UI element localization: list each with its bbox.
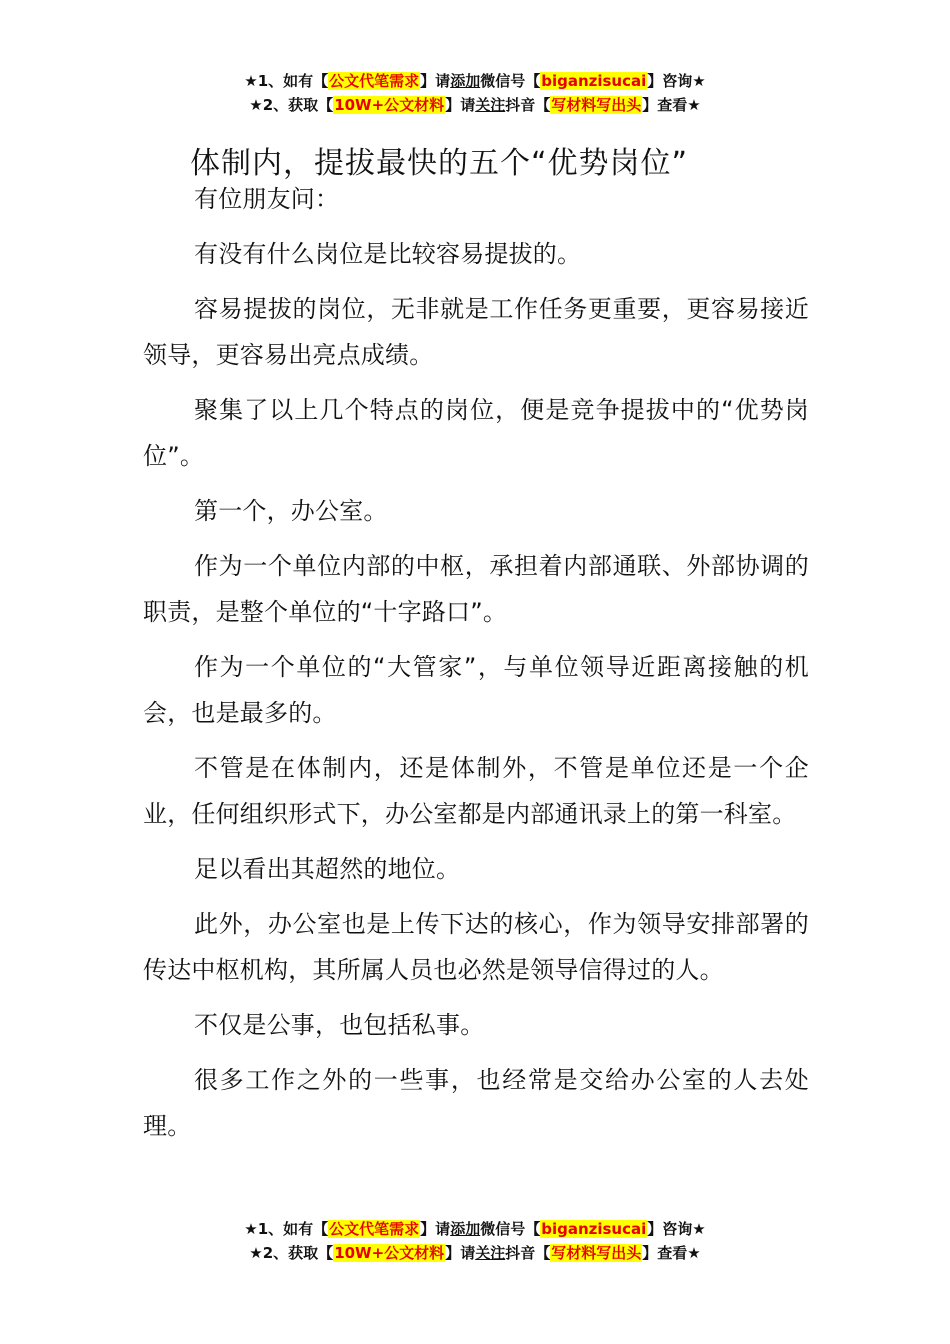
banner-text: 】咨询★ [647,72,706,90]
banner-highlight-service: 公文代笔需求 [329,1220,420,1238]
paragraph: 很多工作之外的一些事，也经常是交给办公室的人去处理。 [143,1066,809,1140]
paragraph: 有位朋友问： [194,185,340,213]
banner-text: ★2、获取【 [249,1244,334,1262]
banner-highlight-materials: 10W+公文材料 [334,96,445,114]
paragraph: 作为一个单位内部的中枢，承担着内部通联、外部协调的职责，是整个单位的“十字路口”。 [143,552,809,626]
paragraph: 不仅是公事，也包括私事。 [194,1011,485,1039]
banner-highlight-douyin-id: 写材料写出头 [551,1244,642,1262]
banner-text: 】请 [445,1244,476,1262]
banner-underline: 关注 [475,96,506,114]
banner-text: 】请 [420,1220,451,1238]
banner-highlight-materials: 10W+公文材料 [334,1244,445,1262]
banner-text: 抖音【 [505,1244,551,1262]
banner-text: 抖音【 [505,96,551,114]
banner-line-1 [0,69,950,93]
banner-highlight-wechat-id: biganzisucai [541,1220,647,1238]
banner-text: 】查看★ [642,96,701,114]
banner-text: 】请 [445,96,476,114]
banner-highlight-service: 公文代笔需求 [329,72,420,90]
banner-text: ★1、如有【 [244,72,329,90]
paragraph: 有没有什么岗位是比较容易提拔的。 [194,240,582,268]
article-title: 体制内，提拔最快的五个“优势岗位” [190,146,689,182]
banner-text: 】查看★ [642,1244,701,1262]
paragraph: 第一个，办公室。 [194,497,388,525]
banner-underline: 添加 [450,1220,481,1238]
banner-text: 微信号【 [480,72,541,90]
banner-highlight-wechat-id: biganzisucai [541,72,647,90]
banner-text: ★1、如有【 [244,1220,329,1238]
banner-line-1 [0,1217,950,1241]
paragraph: 容易提拔的岗位，无非就是工作任务更重要，更容易接近领导，更容易出亮点成绩。 [143,295,809,369]
paragraph: 足以看出其超然的地位。 [194,855,461,883]
banner-highlight-douyin-id: 写材料写出头 [551,96,642,114]
banner-text: ★2、获取【 [249,96,334,114]
paragraph: 此外，办公室也是上传下达的核心，作为领导安排部署的传达中枢机构，其所属人员也必然是领导信得过的人。 [143,910,809,984]
banner-underline: 关注 [475,1244,506,1262]
banner-line-2 [0,1241,950,1265]
article-body [143,176,809,1158]
banner-text: 】请 [420,72,451,90]
banner-text: 】咨询★ [647,1220,706,1238]
paragraph: 不管是在体制内，还是体制外，不管是单位还是一个企业，任何组织形式下，办公室都是内部通讯录上的第一科室。 [143,754,809,828]
footer-banner [0,1217,950,1265]
banner-line-2 [0,93,950,117]
paragraph: 作为一个单位的“大管家”，与单位领导近距离接触的机会，也是最多的。 [143,653,809,727]
paragraph: 聚集了以上几个特点的岗位，便是竞争提拔中的“优势岗位”。 [143,396,809,470]
header-banner [0,69,950,117]
banner-text: 微信号【 [480,1220,541,1238]
banner-underline: 添加 [450,72,481,90]
